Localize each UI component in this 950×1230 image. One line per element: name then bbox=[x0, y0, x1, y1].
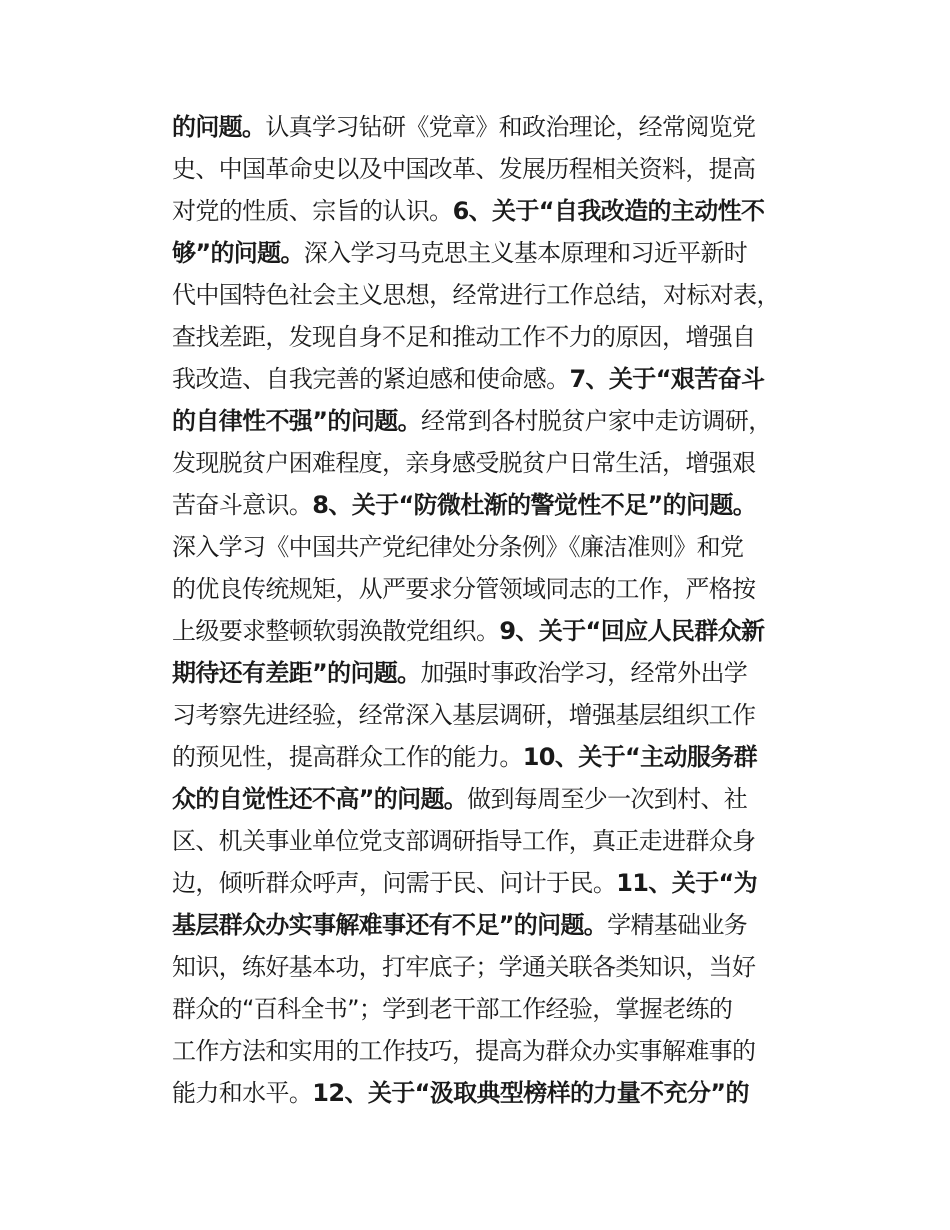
text-line bbox=[172, 148, 812, 190]
text-run: 深入学习《中国共产党纪律处分条例》《廉洁准则》和党 bbox=[172, 533, 744, 561]
text-run: 加强时事政治学习，经常外出学 bbox=[420, 659, 748, 687]
text-line bbox=[172, 946, 812, 988]
bold-text-run: 的自律性不强”的问题。 bbox=[172, 407, 421, 435]
body-text bbox=[172, 106, 812, 1114]
bold-text-run: 够”的问题。 bbox=[172, 239, 304, 267]
text-run: 代中国特色社会主义思想，经常进行工作总结，对标对表， bbox=[172, 281, 780, 309]
text-line bbox=[172, 778, 812, 820]
bold-text-run: 10、关于“主动服务群 bbox=[522, 743, 758, 771]
text-run: 群众的“百科全书”；学到老干部工作经验，掌握老练的 bbox=[172, 995, 733, 1023]
bold-text-run: 期待还有差距”的问题。 bbox=[172, 659, 421, 687]
text-line bbox=[172, 190, 812, 232]
text-run: 的优良传统规矩，从严要求分管领域同志的工作，严格按 bbox=[172, 575, 756, 603]
text-run: 边，倾听群众呼声，问需于民、问计于民。 bbox=[172, 869, 617, 897]
text-run: 史、中国革命史以及中国改革、发展历程相关资料，提高 bbox=[172, 155, 756, 183]
text-line bbox=[172, 484, 812, 526]
text-line bbox=[172, 904, 812, 946]
text-run: 深入学习马克思主义基本原理和习近平新时 bbox=[303, 239, 748, 267]
bold-text-run: 6、关于“自我改造的主动性不 bbox=[452, 197, 765, 225]
text-line bbox=[172, 862, 812, 904]
bold-text-run: 8、关于“防微杜渐的警觉性不足”的问题。 bbox=[312, 491, 757, 519]
bold-text-run: 的问题。 bbox=[172, 113, 266, 141]
bold-text-run: 9、关于“回应人民群众新 bbox=[499, 617, 765, 645]
text-line bbox=[172, 442, 812, 484]
text-line bbox=[172, 316, 812, 358]
text-run: 习考察先进经验，经常深入基层调研，增强基层组织工作 bbox=[172, 701, 756, 729]
text-run: 苦奋斗意识。 bbox=[172, 491, 313, 519]
text-run: 上级要求整顿软弱涣散党组织。 bbox=[172, 617, 500, 645]
text-run: 我改造、自我完善的紧迫感和使命感。 bbox=[172, 365, 570, 393]
text-run: 知识，练好基本功，打牢底子；学通关联各类知识，当好 bbox=[172, 953, 756, 981]
text-line bbox=[172, 274, 812, 316]
text-run: 工作方法和实用的工作技巧，提高为群众办实事解难事的 bbox=[172, 1037, 756, 1065]
text-line bbox=[172, 358, 812, 400]
text-run: 能力和水平。 bbox=[172, 1079, 313, 1107]
text-run: 的预见性，提高群众工作的能力。 bbox=[172, 743, 523, 771]
text-run: 经常到各村脱贫户家中走访调研， bbox=[420, 407, 772, 435]
text-line bbox=[172, 1072, 812, 1114]
text-line bbox=[172, 610, 812, 652]
text-line bbox=[172, 400, 812, 442]
text-line bbox=[172, 652, 812, 694]
text-run: 发现脱贫户困难程度，亲身感受脱贫户日常生活，增强艰 bbox=[172, 449, 756, 477]
bold-text-run: 12、关于“汲取典型榜样的力量不充分”的 bbox=[312, 1079, 749, 1107]
text-line bbox=[172, 694, 812, 736]
text-line bbox=[172, 736, 812, 778]
text-line bbox=[172, 1030, 812, 1072]
text-run: 查找差距，发现自身不足和推动工作不力的原因，增强自 bbox=[172, 323, 756, 351]
text-line bbox=[172, 568, 812, 610]
text-run: 区、机关事业单位党支部调研指导工作，真正走进群众身 bbox=[172, 827, 756, 855]
text-line bbox=[172, 106, 812, 148]
text-line bbox=[172, 232, 812, 274]
text-run: 学精基础业务 bbox=[607, 911, 748, 939]
bold-text-run: 7、关于“艰苦奋斗 bbox=[569, 365, 765, 393]
text-line bbox=[172, 820, 812, 862]
text-run: 认真学习钻研《党章》和政治理论，经常阅览党 bbox=[265, 113, 756, 141]
text-line bbox=[172, 988, 812, 1030]
text-run: 对党的性质、宗旨的认识。 bbox=[172, 197, 453, 225]
bold-text-run: 基层群众办实事解难事还有不足”的问题。 bbox=[172, 911, 608, 939]
text-run: 做到每周至少一次到村、社 bbox=[467, 785, 748, 813]
text-line bbox=[172, 526, 812, 568]
bold-text-run: 11、关于“为 bbox=[616, 869, 758, 897]
bold-text-run: 众的自觉性还不高”的问题。 bbox=[172, 785, 468, 813]
